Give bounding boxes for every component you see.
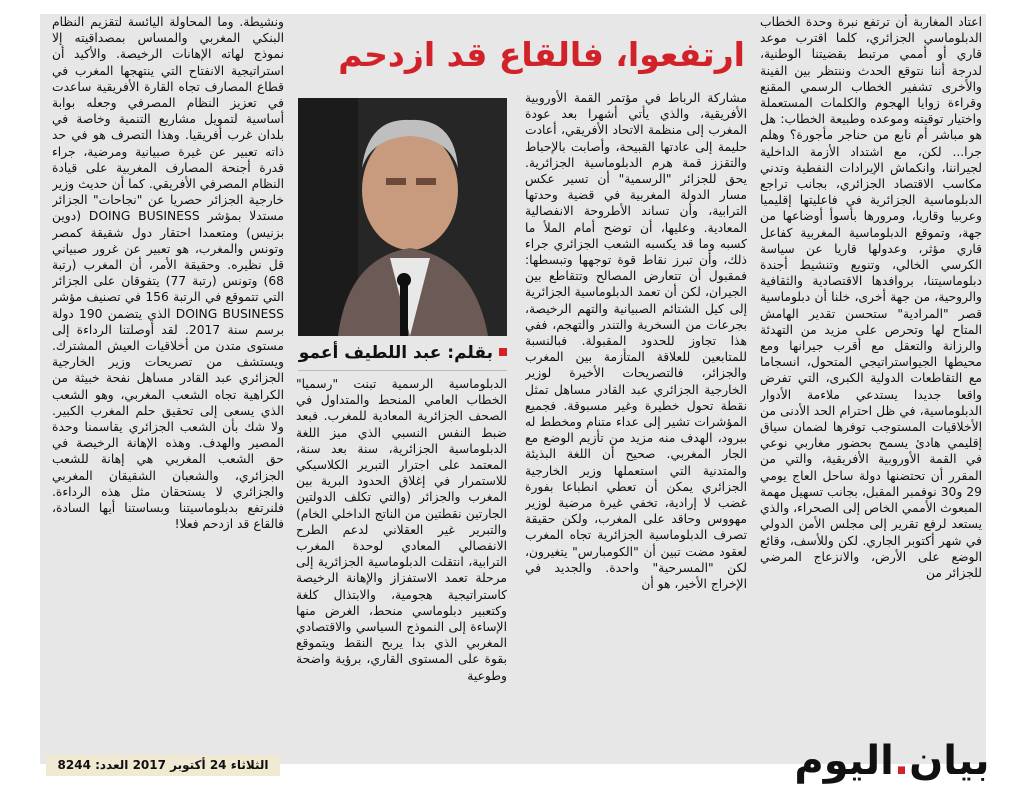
byline-text: بقلم: عبد اللطيف أعمو [298, 343, 493, 363]
newspaper-logo [794, 733, 990, 791]
byline-marker [499, 348, 507, 356]
author-byline [298, 336, 507, 371]
column-mid-left [296, 376, 507, 750]
column-left [52, 14, 284, 748]
author-photo [298, 98, 507, 336]
column-right [760, 14, 982, 726]
logo-text-b: اليوم [794, 738, 894, 784]
column-right-text: اعتاد المغاربة أن ترتفع نبرة وحدة الخطاب الدبلوماسي الجزائري، كلما اقترب موعد قاري أو أممي مرتبط بقضيتنا الوطنية، لدرجة أننا نتوقع الحدث وننتظر بين الفينة والأخرى تشفير الخطاب الرسمي المقنع وقراءة زوايا الهجوم والكلمات المستعملة واختيار توقيته وموعده وطبيعة الخطاب: هل هو مباشر أم نابع من حناجر مأجورة؟ وهلم جرا... لكن، مع اشتداد الأزمة الداخلية لجيراننا، وانكماش الإيرادات النفطية وتدني مكاسب الاقتصاد الجزائري، بجانب تراجع الدبلوماسية الجزائرية في فاعليتها إقليميا وعربيا وقاريا، ومرورها بأسوأ أوضاعها من جهة، وتموقع الدبلوماسية المغربية كفاعل قاري مؤثر، وعدولها قاريا عن سياسة الكرسي الخالي، وتنويع وتنشيط أجندة دبلوماسيتنا، بروافدها الاقتصادية والثقافية والروحية، من جهة أخرى، خلنا أن دبلوماسية قصر "المرادية" ستحسن تقدير الهامش المتاح لها وتحرص على مزيد من التهدئة والرزانة والتعقل مع أقرب جيرانها ومع محيطها الجيواستراتيجي المتحول، انسجاما مع التقاطعات الدولية الكبرى، التي تفرض واقعا جديدا يستدعي ملاءمة الأدوار الدبلوماسية، في ظل احترام الحد الأدنى من الأخلاقيات المستوجب توفرها لضمان سياق إقليمي هادئ يسمح بحضور مغاربي نوعي في القمة الأوروبية الأفريقية، والتي من المقرر أن تحتضنها دولة ساحل العاج يومي 29 و30 نوفمبر المقبل، بجانب تسهيل مهمة المبعوث الأممي الخاص إلى الصحراء، والذي يستعد لرفع تقرير إلى مجلس الأمن الدولي في شهر أكتوبر الجاري. لكن وللأسف، وقائع الوضع على الأرض، والانزعاج المرضي للجزائر من [760, 15, 982, 580]
article-title: ارتفعوا، فالقاع قد ازدحم [338, 35, 745, 74]
column-left-text: ونشيطة. وما المحاولة اليائسة لتقزيم النظام البنكي المغربي والمساس بمصداقيته إلا نموذج لهاته الإهانات الرخيصة. والأكيد أن استراتيجية الانفتاح التي ينتهجها المغرب في قطاع المصارف تجاه القارة الأفريقية ساعدت في تعزيز النظام المصرفي وجعله بوابة أساسية لتمويل مشاريع التنمية وخاصة في بلدان غرب أفريقيا. وهذا التصرف هو في حد ذاته تعبير عن غيرة صبيانية ومرضية، جراء قدرة أجنحة المصارف المغربية على قيادة النظام المصرفي الأفريقي. كما أن حديث وزير خارجية الجزائر حصريا عن "نجاحات" الجزائر مستدلا بمؤشر DOING BUSINESS (دوين بزنيس) ومتعمدا احتقار دول شقيقة كمصر وتونس والمغرب، هو تعبير عن غرور صبياني قل نظيره. وحقيقة الأمر، أن المغرب (رتبة 68) وتونس (رتبة 77) يتفوقان على الجزائر التي تتموقع في الرتبة 156 في تصنيف مؤشر DOING BUSINESS الذي يتضمن 190 دولة برسم سنة 2017. لقد أوصلتنا الرداءة إلى مستوى متدن من أخلاقيات العيش المشترك. ويستشف من تصريحات وزير الخارجية الجزائري عبد القادر مساهل نفحة خبيثة من الكراهية تجاه الشعب المغربي، وهو الشعب الذي يسعى إلى تحقيق حلم المغرب الكبير. ولا شك بأن الشعب الجزائري يقاسمنا وحدة المصير والهدف. وهذه الإهانة الرخيصة في حق الشعب المغربي هي إهانة للشعب الجزائري، والشعبان الشقيقان المغربي والجزائري لا يستحقان مثل هذه الرداءة. فلنرتفع بدبلوماسيتنا وبساستنا أيها السادة، فالقاع قد ازدحم فعلا! [52, 15, 284, 532]
column-mid-right-text: مشاركة الرباط في مؤتمر القمة الأوروبية الأفريقية، والذي يأتي أشهرا بعد عودة المغرب إلى منظمة الاتحاد الأفريقي، أعادت حليمة إلى عادتها القبيحة، وأصابت بالإحباط والتقزز قمة هرم الدبلوماسية الجزائرية. يحق للجزائر "الرسمية" أن تسير عكس مسار الدولة المغربية في قضية وحدتها الترابية، وأن تساند الأطروحة الانفصالية المعادية. وعليها، أن توضح أمام الملأ ما كسبه وما قد يكسبه الشعب الجزائري جراء ذلك، وأن تبرز نقاط قوة توجهها وتبسطها: فمقبول أن تتعارض المصالح وتتقاطع بين الجيران، لكن أن تعمد الدبلوماسية الجزائرية إلى كيل الشتائم الصبيانية والتهم الرخيصة، بجرعات من السخرية والتندر والتهجم، ففي هذا تجاوز للحدود المقبولة. فبالنسبة للمتابعين للعلاقة المتأزمة بين المغرب والجزائر، فالتصريحات الأخيرة لوزير الخارجية الجزائري عبد القادر مساهل تمثل نقطة تحول خطيرة وغير مسبوقة. فجميع المؤشرات تشير إلى عداء متنام ومخطط له ببرود، الهدف منه مزيد من تأزيم الوضع مع الجار المغربي. صحيح أن اللغة البذيئة والمتدنية التي استعملها وزير الخارجية الجزائري يمكن أن تعطي انطباعا بفورة غضب لا إرادية، تخفي غيرة مرضية لوزير مهووس وحاقد على المغرب، ولكن حقيقة تصرف الدبلوماسية الجزائرية تجاه المغرب لعقود مضت تبين أن "الكومبارس" يتغيرون، لكن "المسرحية" واحدة. والجديد في الإخراج الأخير، هو أن [525, 91, 747, 592]
column-mid-right [525, 90, 747, 750]
column-mid-left-text: الدبلوماسية الرسمية تبنت "رسميا" الخطاب العامي المنحط والمتداول في الصحف الجزائرية المعادية للمغرب. فبعد ضبط النفس النسبي الذي ميز اللغة الدبلوماسية الجزائرية، سنة بعد سنة، المعتمد على اجترار التبرير الكلاسيكي للاستمرار في إغلاق الحدود البرية بين المغرب والجزائر (والتي تكلف الدولتين الجارتين نقطتين من الناتج الداخلي الخام) والتبرير غير العقلاني لدعم الطرح الانفصالي المعادي لوحدة المغرب الترابية، انتقلت الدبلوماسية الجزائرية إلى مرحلة تعمد الاستفزاز والإهانة الرخيصة كاستراتيجية هجومية، والابتذال كلغة وكتعبير دبلوماسي منحط، الغرض منها الإساءة إلى النموذج السياسي والاقتصادي المغربي الذي بدا يربح النقط ويتموقع بقوة على المستوى القاري، برؤية واضحة وطوعية [296, 377, 507, 683]
logo-text-a: بيان [909, 738, 990, 784]
author-portrait-image [298, 98, 507, 336]
logo-accent: . [893, 738, 910, 784]
issue-dateline: الثلاثاء 24 أكتوبر 2017 العدد: 8244 [46, 755, 280, 776]
